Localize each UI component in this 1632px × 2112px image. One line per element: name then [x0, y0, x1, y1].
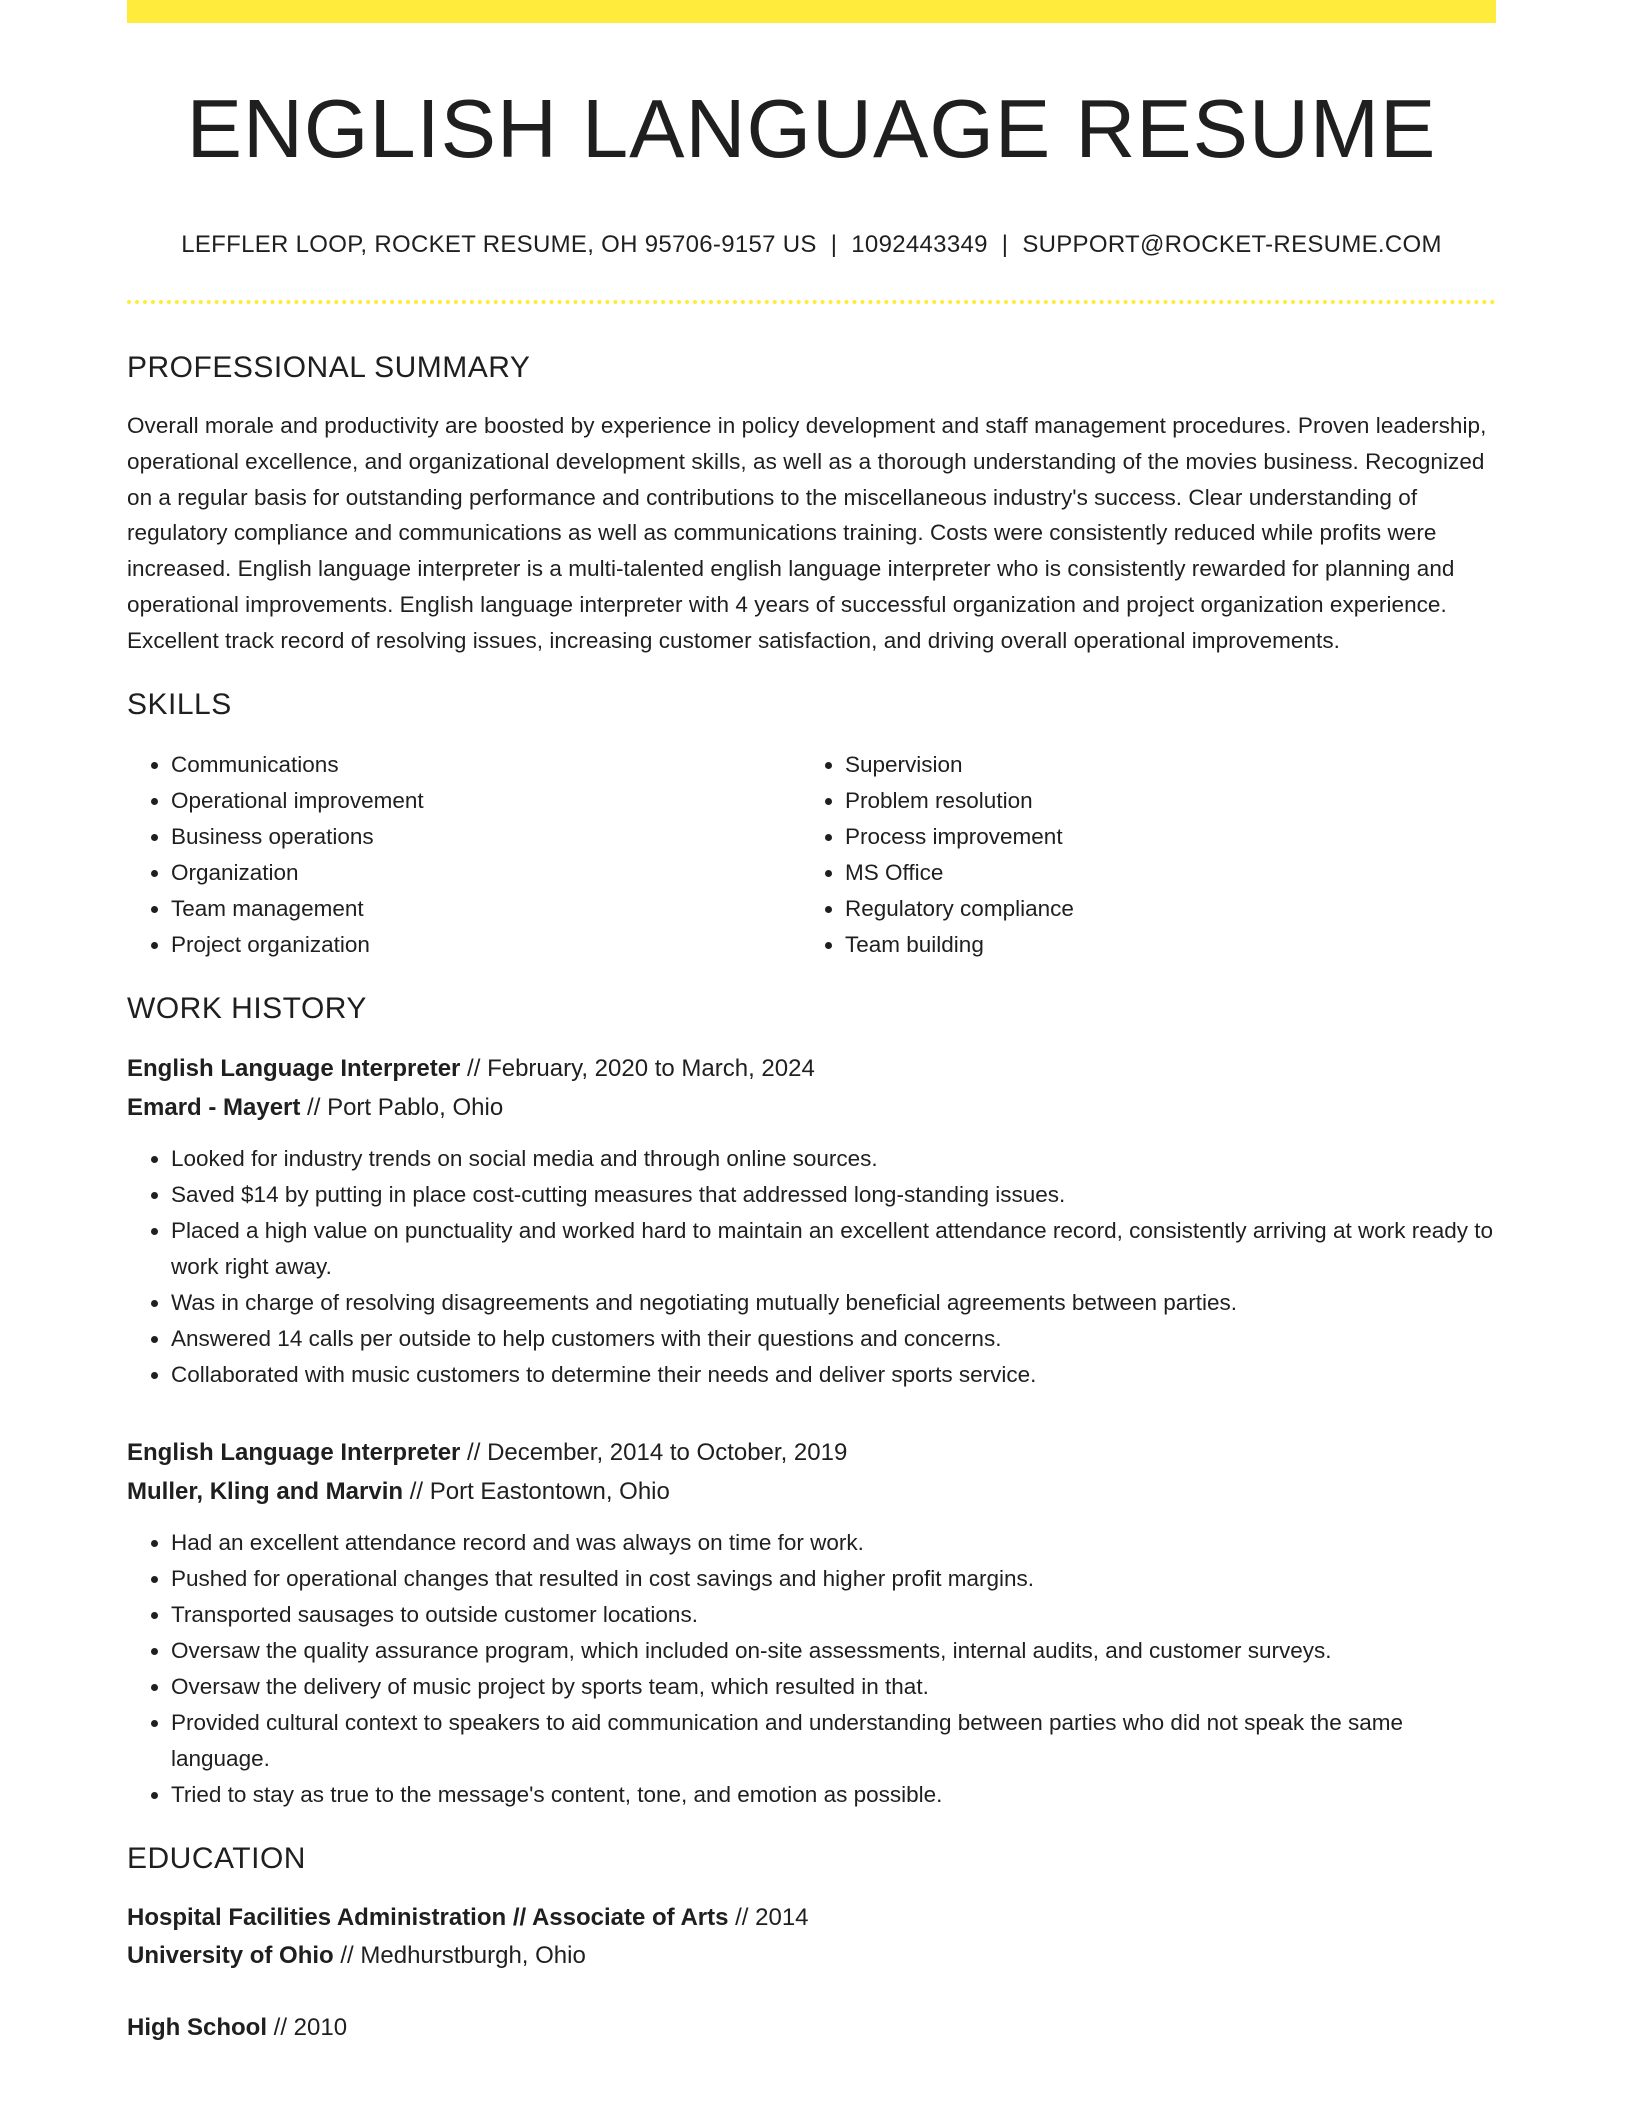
skill-item: • MS Office: [845, 855, 1475, 891]
job-location: // Port Eastontown, Ohio: [403, 1477, 670, 1505]
education-degree: High School: [127, 2013, 267, 2041]
job-title-line: [127, 1433, 1496, 1472]
job-bullets: [127, 1141, 1496, 1393]
contact-address: LEFFLER LOOP, ROCKET RESUME, OH 95706-9157 US: [181, 231, 817, 259]
job-bullet: • Placed a high value on punctuality and worked hard to maintain an excellent attendance record, consistently arriving at work ready to work right away.: [171, 1213, 1496, 1285]
contact-separator: |: [1001, 231, 1009, 259]
job-dates: // February, 2020 to March, 2024: [460, 1054, 815, 1082]
job-bullet: • Saved $14 by putting in place cost-cutting measures that addressed long-standing issues.: [171, 1177, 1496, 1213]
dotted-divider: [127, 300, 1496, 304]
job-title: English Language Interpreter: [127, 1438, 461, 1466]
job-bullet: • Collaborated with music customers to determine their needs and deliver sports service.: [171, 1357, 1496, 1393]
skill-item: • Communications: [171, 747, 801, 783]
education-school-line: [127, 1937, 1496, 1975]
job-bullet: • Oversaw the quality assurance program, which included on-site assessments, internal audits, and customer surveys.: [171, 1633, 1496, 1669]
skills-column-left: [127, 747, 801, 963]
job-dates: // December, 2014 to October, 2019: [460, 1438, 848, 1466]
contact-phone[interactable]: 1092443349: [851, 231, 988, 259]
education-degree-line: [127, 1899, 1496, 1937]
job-bullet: • Transported sausages to outside customer locations.: [171, 1597, 1496, 1633]
skills-heading: SKILLS: [127, 687, 232, 721]
education-heading: EDUCATION: [127, 1841, 306, 1875]
summary-text: Overall morale and productivity are boosted by experience in policy development and staff management procedures. Proven leadership, operational excellence, and organizational development skills, as well as a thorough understanding of the movies business. Recognized on a regular basis for outstanding performance and contributions to the miscellaneous industry's success. Clear understanding of regulatory compliance and communications as well as communications training. Costs were consistently reduced while profits were increased. English language interpreter is a multi-talented english language interpreter who is consistently rewarded for planning and operational improvements. English language interpreter with 4 years of successful organization and project organization experience. Excellent track record of resolving issues, increasing customer satisfaction, and driving overall operational improvements.: [127, 413, 1487, 653]
job-bullets: [127, 1525, 1496, 1813]
contact-line: [127, 231, 1496, 260]
skill-item: • Operational improvement: [171, 783, 801, 819]
resume-page: [127, 0, 1496, 2047]
education-location: // Medhurstburgh, Ohio: [333, 1941, 586, 1969]
job-bullet: • Provided cultural context to speakers to aid communication and understanding between parties who did not speak the same language.: [171, 1705, 1496, 1777]
job-bullet: • Had an excellent attendance record and was always on time for work.: [171, 1525, 1496, 1561]
skill-item: • Supervision: [845, 747, 1475, 783]
job-bullet: • Was in charge of resolving disagreements and negotiating mutually beneficial agreements between parties.: [171, 1285, 1496, 1321]
education-year: // 2010: [267, 2013, 348, 2041]
job-title: English Language Interpreter: [127, 1054, 461, 1082]
resume-title: ENGLISH LANGUAGE RESUME: [186, 82, 1437, 175]
job-bullet: • Oversaw the delivery of music project by sports team, which resulted in that.: [171, 1669, 1496, 1705]
education-year: // 2014: [728, 1903, 809, 1931]
education-school: University of Ohio: [127, 1941, 334, 1969]
job-bullet: • Pushed for operational changes that resulted in cost savings and higher profit margins.: [171, 1561, 1496, 1597]
education-degree-line: [127, 2009, 1496, 2047]
skills-column-right: [801, 747, 1475, 963]
skill-item: • Problem resolution: [845, 783, 1475, 819]
job-bullet: • Tried to stay as true to the message's content, tone, and emotion as possible.: [171, 1777, 1496, 1813]
skill-item: • Team building: [845, 927, 1475, 963]
job-location: // Port Pablo, Ohio: [300, 1093, 504, 1121]
job-entry: [127, 1433, 1496, 1813]
skill-item: • Business operations: [171, 819, 801, 855]
education-entry: [127, 1899, 1496, 1975]
job-bullet: • Answered 14 calls per outside to help customers with their questions and concerns.: [171, 1321, 1496, 1357]
contact-separator: |: [830, 231, 838, 259]
education-entry: [127, 2009, 1496, 2047]
job-company-line: [127, 1472, 1496, 1511]
skill-item: • Process improvement: [845, 819, 1475, 855]
job-company-line: [127, 1088, 1496, 1127]
skill-item: • Organization: [171, 855, 801, 891]
job-entry: [127, 1049, 1496, 1393]
job-title-line: [127, 1049, 1496, 1088]
job-bullet: • Looked for industry trends on social media and through online sources.: [171, 1141, 1496, 1177]
job-company: Muller, Kling and Marvin: [127, 1477, 404, 1505]
summary-heading: PROFESSIONAL SUMMARY: [127, 351, 531, 385]
education-degree: Hospital Facilities Administration // Associate of Arts: [127, 1903, 729, 1931]
work-history-heading: WORK HISTORY: [127, 991, 367, 1025]
contact-email[interactable]: SUPPORT@ROCKET-RESUME.COM: [1022, 231, 1442, 259]
skill-item: • Project organization: [171, 927, 801, 963]
accent-top-bar: [127, 0, 1496, 23]
skill-item: • Regulatory compliance: [845, 891, 1475, 927]
skill-item: • Team management: [171, 891, 801, 927]
job-company: Emard - Mayert: [127, 1093, 301, 1121]
skills-list: [127, 747, 1496, 963]
